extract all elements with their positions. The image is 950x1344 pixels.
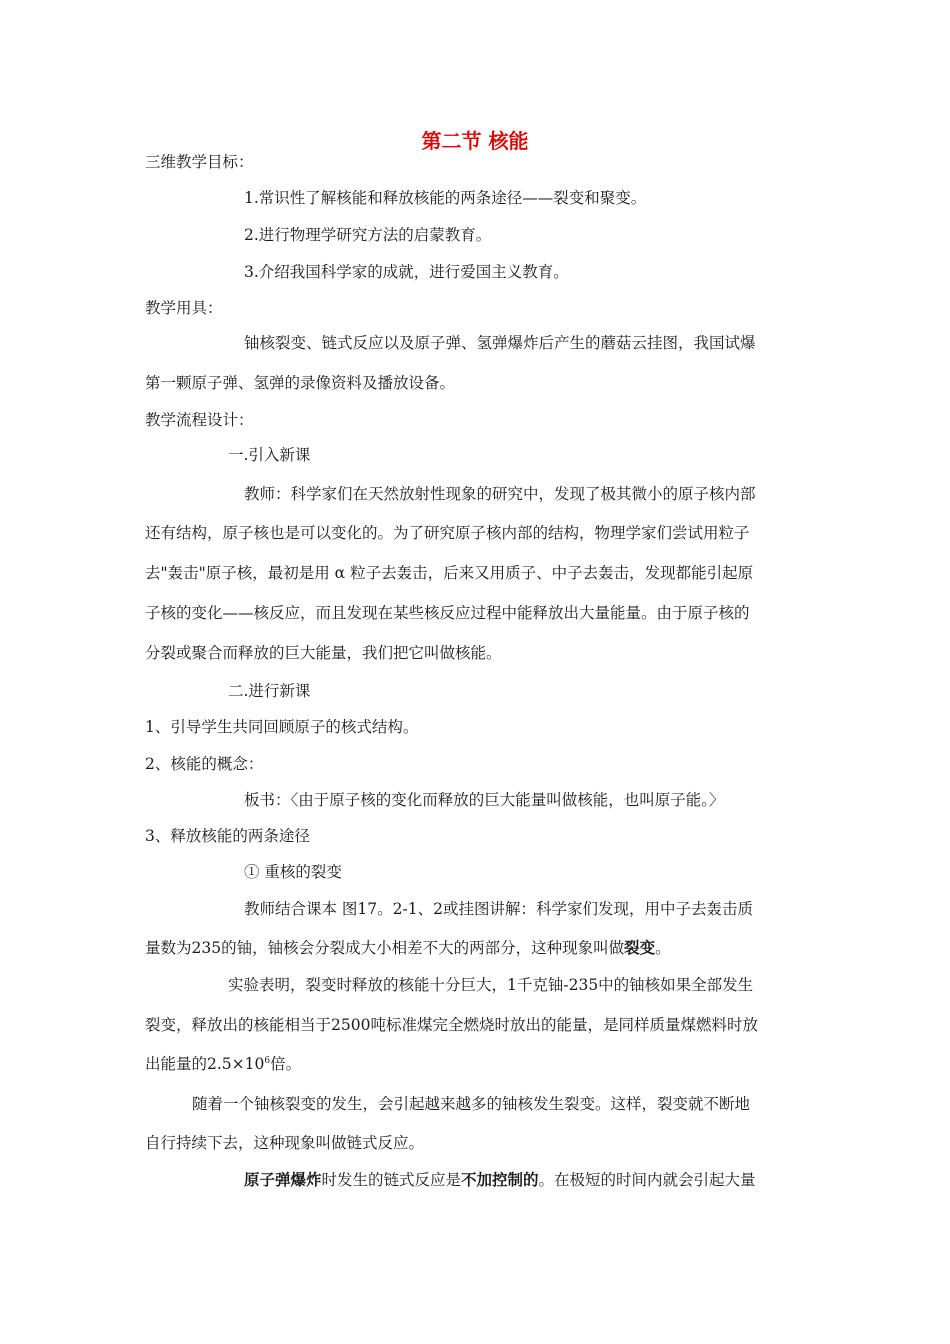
bold-term: 不加控制的 (461, 1171, 539, 1189)
paragraph-line: 自行持续下去，这种现象叫做链式反应。 (145, 1134, 425, 1152)
bold-term: 裂变 (624, 939, 656, 957)
objective-item: 1.常识性了解核能和释放核能的两条途径——裂变和聚变。 (244, 189, 647, 207)
tools-heading: 教学用具： (145, 299, 223, 317)
paragraph-line: 量数为235的铀，铀核会分裂成大小相差不大的两部分，这种现象叫做裂变。 (145, 939, 671, 957)
board-text: 板书：〈由于原子核的变化而释放的巨大能量叫做核能，也叫原子能。〉 (244, 791, 725, 809)
bold-term: 原子弹爆炸 (244, 1171, 322, 1189)
list-item: 3、释放核能的两条途径 (145, 827, 310, 845)
paragraph-line: 分裂或聚合而释放的巨大能量，我们把它叫做核能。 (145, 644, 502, 662)
section-heading: 一.引入新课 (228, 446, 311, 464)
paragraph-line: 子核的变化——核反应，而且发现在某些核反应过程中能释放出大量能量。由于原子核的 (145, 604, 750, 622)
paragraph-line: 教师结合课本 图17。2-1、2或挂图讲解：科学家们发现，用中子去轰击质 (244, 900, 753, 918)
paragraph-line: 出能量的$2.5\times 10^6$倍。 (145, 1055, 302, 1073)
list-item: 1、引导学生共同回顾原子的核式结构。 (145, 718, 419, 736)
tools-text: 第一颗原子弹、氢弹的录像资料及播放设备。 (145, 374, 456, 392)
flow-heading: 教学流程设计： (145, 411, 254, 429)
objective-item: 2.进行物理学研究方法的启蒙教育。 (244, 226, 492, 244)
tools-text: 铀核裂变、链式反应以及原子弹、氢弹爆炸后产生的蘑菇云挂图，我国试爆 (244, 334, 756, 352)
paragraph-line: 原子弹爆炸时发生的链式反应是不加控制的。在极短的时间内就会引起大量 (244, 1171, 756, 1189)
paragraph-line: 随着一个铀核裂变的发生，会引起越来越多的铀核发生裂变。这样，裂变就不断地 (192, 1095, 751, 1113)
sub-heading: ① 重核的裂变 (244, 863, 342, 881)
page-title: 第二节 核能 (421, 129, 529, 153)
paragraph-line: 去"轰击"原子核，最初是用 α 粒子去轰击，后来又用质子、中子去轰击，发现都能引起原 (145, 564, 754, 582)
paragraph-line: 还有结构，原子核也是可以变化的。为了研究原子核内部的结构，物理学家们尝试用粒子 (145, 524, 750, 542)
objectives-heading: 三维教学目标： (145, 153, 254, 171)
objective-item: 3.介绍我国科学家的成就，进行爱国主义教育。 (244, 263, 569, 281)
paragraph-line: 实验表明，裂变时释放的核能十分巨大，1千克铀-235中的铀核如果全部发生 (228, 976, 754, 994)
paragraph-line: 教师：科学家们在天然放射性现象的研究中，发现了极其微小的原子核内部 (244, 485, 756, 503)
superscript: 6 (264, 1056, 271, 1066)
paragraph-line: 裂变，释放出的核能相当于2500吨标准煤完全燃烧时放出的能量，是同样质量煤燃料时放 (145, 1016, 758, 1034)
list-item: 2、核能的概念： (145, 755, 264, 773)
section-heading: 二.进行新课 (228, 682, 311, 700)
